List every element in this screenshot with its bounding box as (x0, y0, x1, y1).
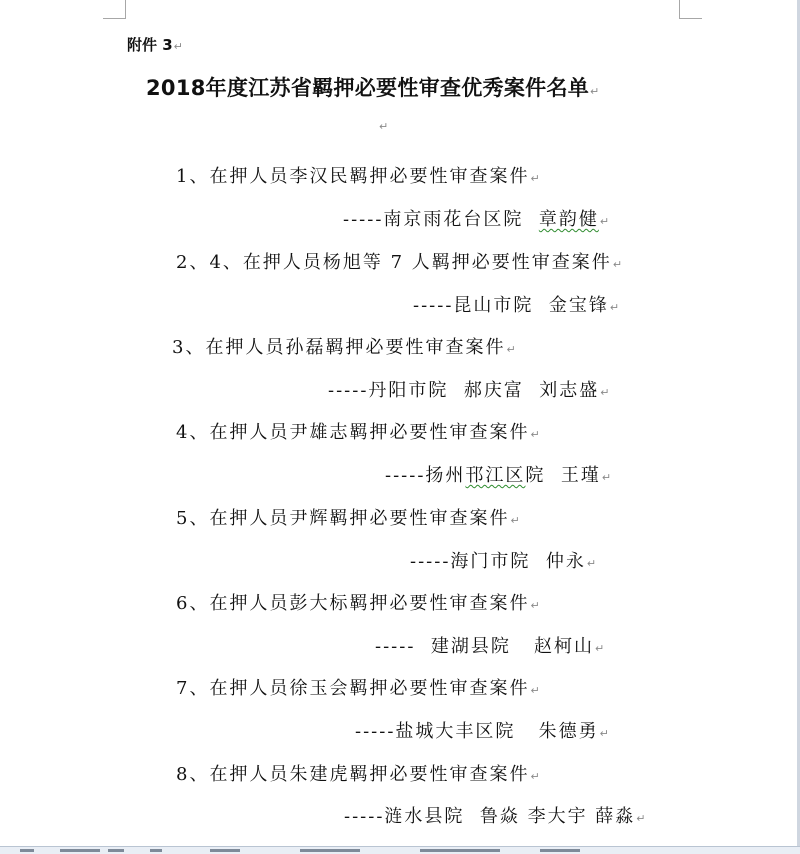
credit-text: -----昆山市院 金宝锋 (413, 295, 609, 316)
ruler-tick (108, 849, 124, 852)
paragraph-mark-icon: ↵ (530, 770, 542, 783)
paragraph-mark-icon: ↵ (601, 471, 614, 484)
credit-line-6[interactable] (375, 632, 606, 658)
credit-text: -----南京雨花台区院 (343, 209, 539, 230)
annex-label[interactable] (127, 34, 183, 55)
status-strip (0, 846, 800, 854)
credit-text: -----海门市院 仲永 (410, 551, 586, 572)
case-line-6[interactable] (176, 589, 542, 615)
case-text: 4、在押人员尹雄志羁押必要性审查案件 (176, 422, 530, 443)
credit-text: ----- 建湖县院 赵柯山 (375, 636, 595, 657)
paragraph-mark-icon: ↵ (590, 85, 600, 98)
credit-text: -----涟水县院 鲁焱 李大宇 薛淼 (344, 806, 636, 827)
margin-corner-top-left (103, 0, 126, 19)
credit-line-1[interactable] (343, 205, 611, 231)
spellcheck-marked-text: 章韵健 (538, 209, 599, 230)
credit-text: -----丹阳市院 郝庆富 刘志盛 (328, 380, 600, 401)
paragraph-mark-icon: ↵ (510, 514, 522, 527)
paragraph-mark-icon: ↵ (530, 172, 542, 185)
paragraph-mark-icon: ↵ (599, 215, 612, 228)
case-text: 5、在押人员尹辉羁押必要性审查案件 (176, 508, 510, 529)
credit-text: -----盐城大丰区院 朱德勇 (355, 721, 599, 742)
margin-corner-top-right (679, 0, 702, 19)
case-text: 6、在押人员彭大标羁押必要性审查案件 (176, 593, 530, 614)
spellcheck-marked-text: 邗江区 (465, 465, 526, 486)
case-line-4[interactable] (176, 418, 542, 444)
paragraph-mark-icon: ↵ (586, 557, 599, 570)
ruler-tick (210, 849, 240, 852)
case-line-2[interactable] (176, 248, 624, 274)
paragraph-mark-icon: ↵ (612, 258, 625, 271)
credit-text-after: 院 王瑾 (525, 465, 601, 486)
case-line-3[interactable] (172, 333, 518, 359)
paragraph-mark-icon: ↵ (530, 684, 542, 697)
ruler-tick (540, 849, 580, 852)
document-title[interactable] (146, 72, 600, 102)
paragraph-mark-icon: ↵ (609, 301, 622, 314)
credit-line-2[interactable] (413, 291, 621, 317)
paragraph-mark-icon: ↵ (173, 40, 183, 53)
case-text: 1、在押人员李汉民羁押必要性审查案件 (176, 166, 530, 187)
credit-line-3[interactable] (328, 376, 612, 402)
credit-text: -----扬州 (385, 465, 466, 486)
paragraph-mark-icon: ↵ (530, 599, 542, 612)
credit-line-5[interactable] (410, 547, 598, 573)
ruler-tick (420, 849, 500, 852)
case-text: 2、4、在押人员杨旭等 7 人羁押必要性审查案件 (176, 252, 612, 273)
annex-label-text: 附件 3 (127, 36, 173, 54)
case-line-5[interactable] (176, 504, 522, 530)
credit-line-8[interactable] (344, 802, 648, 828)
case-line-7[interactable] (176, 674, 542, 700)
case-text: 7、在押人员徐玉会羁押必要性审查案件 (176, 678, 530, 699)
document-title-text: 2018年度江苏省羁押必要性审查优秀案件名单 (146, 76, 590, 100)
ruler-tick (150, 849, 162, 852)
ruler-tick (60, 849, 100, 852)
case-text: 8、在押人员朱建虎羁押必要性审查案件 (176, 764, 530, 785)
paragraph-mark-icon: ↵ (506, 343, 518, 356)
credit-line-4[interactable] (385, 461, 613, 487)
paragraph-mark-icon: ↵ (636, 812, 648, 825)
paragraph-mark-icon: ↵ (599, 727, 611, 740)
case-line-1[interactable] (176, 162, 542, 188)
case-line-8[interactable] (176, 760, 542, 786)
case-text: 3、在押人员孙磊羁押必要性审查案件 (172, 337, 506, 358)
ruler-tick (300, 849, 360, 852)
credit-line-7[interactable] (355, 717, 611, 743)
ruler-tick (20, 849, 34, 852)
empty-paragraph-mark-icon[interactable]: ↵ (379, 120, 389, 133)
paragraph-mark-icon: ↵ (530, 428, 542, 441)
paragraph-mark-icon: ↵ (595, 642, 607, 655)
paragraph-mark-icon: ↵ (600, 386, 612, 399)
